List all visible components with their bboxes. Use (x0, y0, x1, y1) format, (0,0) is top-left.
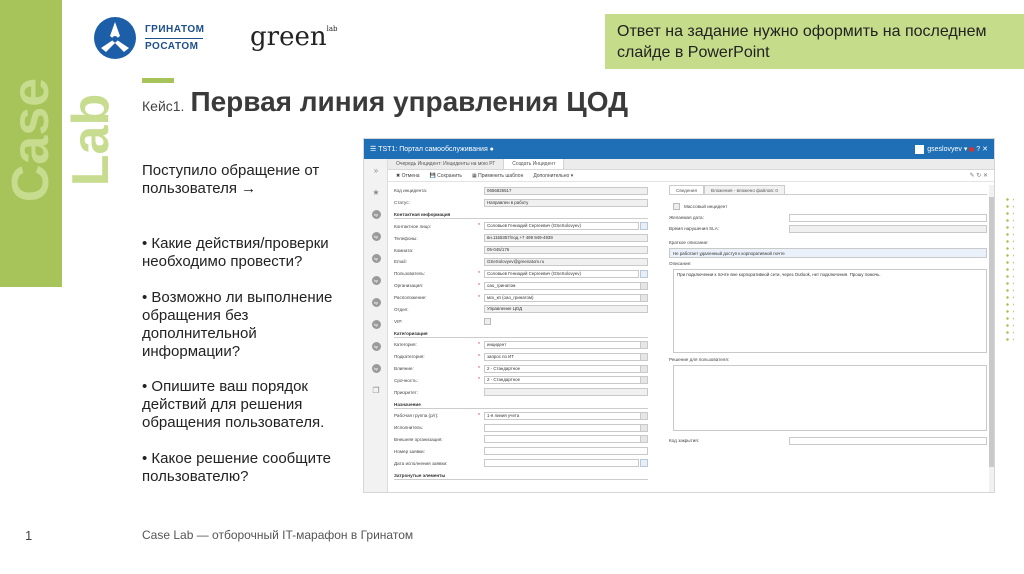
toolbar-right-icons[interactable]: ✎ ↻ ✕ (969, 173, 988, 179)
rail-hp-1[interactable] (364, 203, 388, 225)
form-section-title: Затронутые элементы (394, 469, 648, 480)
form-select[interactable]: запрос по ИТ (484, 353, 641, 361)
form-row (394, 268, 648, 280)
side-band (0, 0, 120, 287)
hp-logo-icon: hp (372, 342, 381, 351)
app-topbar (364, 139, 994, 159)
form-field-label: Контактное лицо: (394, 223, 432, 229)
app-toolbar (388, 170, 994, 182)
user-name: gseslovyev (927, 145, 962, 153)
dropdown-chevron-icon[interactable] (640, 376, 648, 384)
hp-logo-icon: hp (372, 320, 381, 329)
greenlab-logo (250, 22, 338, 52)
form-select[interactable]: 2 - Стандартное (484, 365, 641, 373)
form-row (394, 351, 648, 363)
tab-incident-queue[interactable]: Очередь Инцидент: Инциденты на мою РГ (388, 159, 504, 169)
rail-hp-8[interactable] (364, 357, 388, 379)
user-avatar (915, 145, 924, 154)
required-marker-icon: * (478, 223, 480, 230)
greenatom-logo-text (145, 22, 204, 55)
decorative-dots (1004, 196, 1014, 344)
more-button[interactable]: Дополнительно ▾ (533, 172, 574, 179)
form-select[interactable] (484, 435, 641, 443)
question-3: • Опишите ваш порядок действий для решения обращения пользователя. (142, 378, 325, 431)
footer-text: Case Lab — отборочный IT-марафон в Гринатом (142, 528, 414, 542)
solution-textarea[interactable] (673, 365, 987, 431)
rail-hp-5[interactable] (364, 291, 388, 313)
form-input[interactable]: Соловьев Геннадий Сергеевич (GSeSolovyev) (484, 270, 639, 278)
scrollbar[interactable] (989, 185, 994, 492)
lookup-button-icon[interactable] (640, 222, 648, 230)
form-select[interactable] (484, 424, 641, 432)
form-row (394, 410, 648, 422)
form-field-label: Дата исполнения заявки: (394, 460, 448, 466)
cancel-button[interactable]: ✖ Отмена (396, 172, 420, 179)
required-marker-icon: * (478, 270, 480, 277)
form-input: GSeSolovyev@greenatom.ru (484, 258, 648, 266)
close-icon[interactable]: ✕ (980, 146, 988, 153)
form-row (394, 386, 648, 398)
short-desc-input[interactable]: Не работает удаленный доступ к корпоративной почте (669, 248, 987, 258)
form-input: вн.1155357/под.+7 499 949-4939 (484, 234, 648, 242)
required-marker-icon: * (478, 377, 480, 384)
dropdown-chevron-icon[interactable] (640, 435, 648, 443)
required-marker-icon: * (478, 294, 480, 301)
form-field-label: Email: (394, 259, 407, 265)
save-button[interactable]: 💾 Сохранить (429, 172, 463, 179)
form-row (394, 422, 648, 434)
save-label: Сохранить (437, 172, 463, 179)
form-select[interactable]: мск_кп (оао_гринатом) (484, 294, 641, 302)
dropdown-chevron-icon[interactable] (640, 341, 648, 349)
form-row (394, 445, 648, 457)
notice-box: Ответ на задание нужно оформить на последнем слайде в PowerPoint (605, 14, 1024, 69)
form-input[interactable] (484, 459, 639, 467)
mass-incident-checkbox[interactable] (673, 203, 680, 210)
form-field-label: Пользователь: (394, 271, 426, 277)
form-input (484, 388, 648, 396)
required-marker-icon: * (478, 341, 480, 348)
dropdown-chevron-icon[interactable] (640, 412, 648, 420)
apply-template-button[interactable]: ▦ Применить шаблон (472, 172, 524, 179)
incident-form (394, 185, 648, 481)
form-row (394, 185, 648, 197)
greenatom-logo-line1: ГРИНАТОМ (145, 23, 205, 35)
form-row (394, 363, 648, 375)
title-prefix: Кейс1. (142, 98, 185, 114)
question-1: • Какие действия/проверки необходимо провести? (142, 235, 329, 270)
question-2: • Возможно ли выполнение обращения без дополнительной информации? (142, 289, 333, 360)
form-field-label: Категория: (394, 342, 417, 348)
form-row (394, 256, 648, 268)
desired-date-label: Желаемая дата: (669, 215, 704, 220)
short-desc-label: Краткое описание: (669, 240, 709, 245)
form-row (394, 197, 648, 209)
greenatom-logo-line2: РОСАТОМ (145, 40, 199, 52)
desired-date-row (669, 212, 987, 223)
form-input: 0656825517 (484, 187, 648, 195)
close-code-row (669, 435, 987, 446)
form-input[interactable] (484, 447, 648, 455)
form-field-label: Внешняя организация: (394, 436, 443, 442)
form-field-label: Телефоны: (394, 235, 418, 241)
hp-logo-icon: hp (372, 276, 381, 285)
form-field-label: Исполнитель: (394, 425, 424, 431)
sla-time-label: Время нарушения SLA: (669, 226, 720, 231)
desired-date-input[interactable] (789, 214, 987, 222)
form-input: 05-045/176 (484, 246, 648, 254)
form-select[interactable]: оао_гринатом (484, 282, 641, 290)
form-section-title: Категоризация (394, 327, 648, 338)
sla-time-row (669, 223, 987, 234)
details-panel (669, 185, 987, 492)
form-section-title: Назначение (394, 398, 648, 409)
required-marker-icon: * (478, 365, 480, 372)
form-field-label: Комната: (394, 247, 414, 253)
tab-details[interactable]: Сведения (669, 185, 704, 194)
tab-attachments[interactable]: Вложения - вложено файлов: 0 (704, 185, 785, 194)
rail-hp-2[interactable] (364, 225, 388, 247)
form-field-label: Отдел: (394, 306, 409, 312)
dropdown-chevron-icon[interactable] (640, 282, 648, 290)
app-home-icon[interactable]: ● (487, 145, 494, 153)
desc-textarea[interactable]: При подключении к почте вне корпоративной сети, через Outlook, нет подключения. Прошу помочь. (673, 269, 987, 353)
hp-logo-icon: hp (372, 232, 381, 241)
form-field-label: Подкатегория: (394, 354, 425, 360)
cancel-label: Отмена (401, 172, 420, 179)
dropdown-chevron-icon[interactable] (640, 294, 648, 302)
user-box[interactable] (915, 145, 988, 154)
greenlab-logo-word: green (250, 22, 327, 52)
rail-hp-6[interactable] (364, 313, 388, 335)
desc-label: Описание: (669, 261, 692, 266)
details-tabs (669, 185, 987, 195)
form-row (394, 220, 648, 232)
form-input: Направлен в работу (484, 199, 648, 207)
rail-hp-3[interactable] (364, 247, 388, 269)
greenatom-logo (93, 16, 204, 60)
dropdown-chevron-icon[interactable] (640, 424, 648, 432)
slide-title (142, 86, 628, 118)
form-input: Управление ЦОД (484, 305, 648, 313)
hp-logo-icon: hp (372, 254, 381, 263)
mass-incident-row (669, 201, 987, 212)
form-row (394, 457, 648, 469)
form-field-label: Статус: (394, 200, 410, 206)
form-field-label: Номер заявки: (394, 448, 425, 454)
question-4: • Какое решение сообщите пользователю? (142, 450, 332, 485)
form-row (394, 244, 648, 256)
form-row (394, 280, 648, 292)
rail-hp-7[interactable] (364, 335, 388, 357)
question-intro: Поступило обращение от пользователя → (142, 162, 320, 197)
form-field-label: Расположение: (394, 295, 427, 301)
required-marker-icon: * (478, 412, 480, 419)
form-field-label: Влияние: (394, 366, 414, 372)
dropdown-chevron-icon[interactable] (640, 353, 648, 361)
close-code-select[interactable] (789, 437, 987, 445)
form-row (394, 292, 648, 304)
vip-checkbox[interactable] (484, 318, 491, 325)
left-rail (364, 159, 388, 492)
scrollbar-thumb[interactable] (989, 197, 994, 467)
form-field-label: Срочность: (394, 377, 418, 383)
app-title: TST1: Портал самообслуживания (378, 145, 488, 153)
apply-template-label: Применить шаблон (478, 172, 524, 179)
form-row (394, 374, 648, 386)
form-row (394, 434, 648, 446)
form-field-label: Организация: (394, 283, 423, 289)
tab-create-incident[interactable]: Создать Инцидент (504, 159, 564, 169)
dropdown-chevron-icon[interactable] (640, 365, 648, 373)
hp-logo-icon: hp (372, 298, 381, 307)
form-input[interactable]: Соловьев Геннадий Сергеевич (GSeSolovyev) (484, 222, 639, 230)
greenlab-logo-sup: lab (326, 25, 338, 33)
lookup-button-icon[interactable] (640, 270, 648, 278)
form-field-label: VIP: (394, 318, 403, 324)
app-tabs (388, 159, 994, 170)
form-select[interactable]: 2 - Стандартное (484, 376, 641, 384)
form-select[interactable]: инцидент (484, 341, 641, 349)
user-chevron-icon: ▾ (961, 146, 968, 153)
rosatom-atom-icon (93, 16, 137, 60)
favorites-star-icon[interactable]: ★ (372, 187, 380, 197)
form-row (394, 339, 648, 351)
form-select[interactable]: 1-я линия учета (484, 412, 641, 420)
title-accent-bar (142, 78, 174, 83)
form-section-title: Контактная информация (394, 209, 648, 220)
page-number: 1 (25, 528, 33, 543)
form-row (394, 232, 648, 244)
app-menu-icon[interactable]: ☰ (370, 146, 379, 153)
rail-hp-4[interactable] (364, 269, 388, 291)
required-marker-icon: * (478, 282, 480, 289)
more-label: Дополнительно (533, 172, 570, 179)
side-band-text: Case Lab (2, 77, 120, 203)
hp-logo-icon: hp (372, 210, 381, 219)
windows-icon[interactable]: ❐ (372, 385, 380, 395)
help-icon[interactable]: ? (974, 145, 981, 153)
sla-time-input (789, 225, 987, 233)
form-field-label: Код инцидента: (394, 188, 428, 194)
form-row (394, 315, 648, 327)
lookup-button-icon[interactable] (640, 459, 648, 467)
form-field-label: Приоритет: (394, 389, 418, 395)
title-main: Первая линия управления ЦОД (190, 86, 629, 117)
solution-label: Решение для пользователя: (669, 357, 730, 362)
close-code-label: Код закрытия: (669, 438, 700, 443)
mass-incident-label: Массовый инцидент (684, 204, 728, 209)
hp-logo-icon: hp (372, 364, 381, 373)
expand-icon[interactable]: » (373, 165, 379, 175)
required-marker-icon: * (478, 353, 480, 360)
form-row (394, 304, 648, 316)
itsm-screenshot (363, 138, 995, 493)
form-field-label[interactable]: Рабочая группа (р/г): (394, 413, 439, 419)
